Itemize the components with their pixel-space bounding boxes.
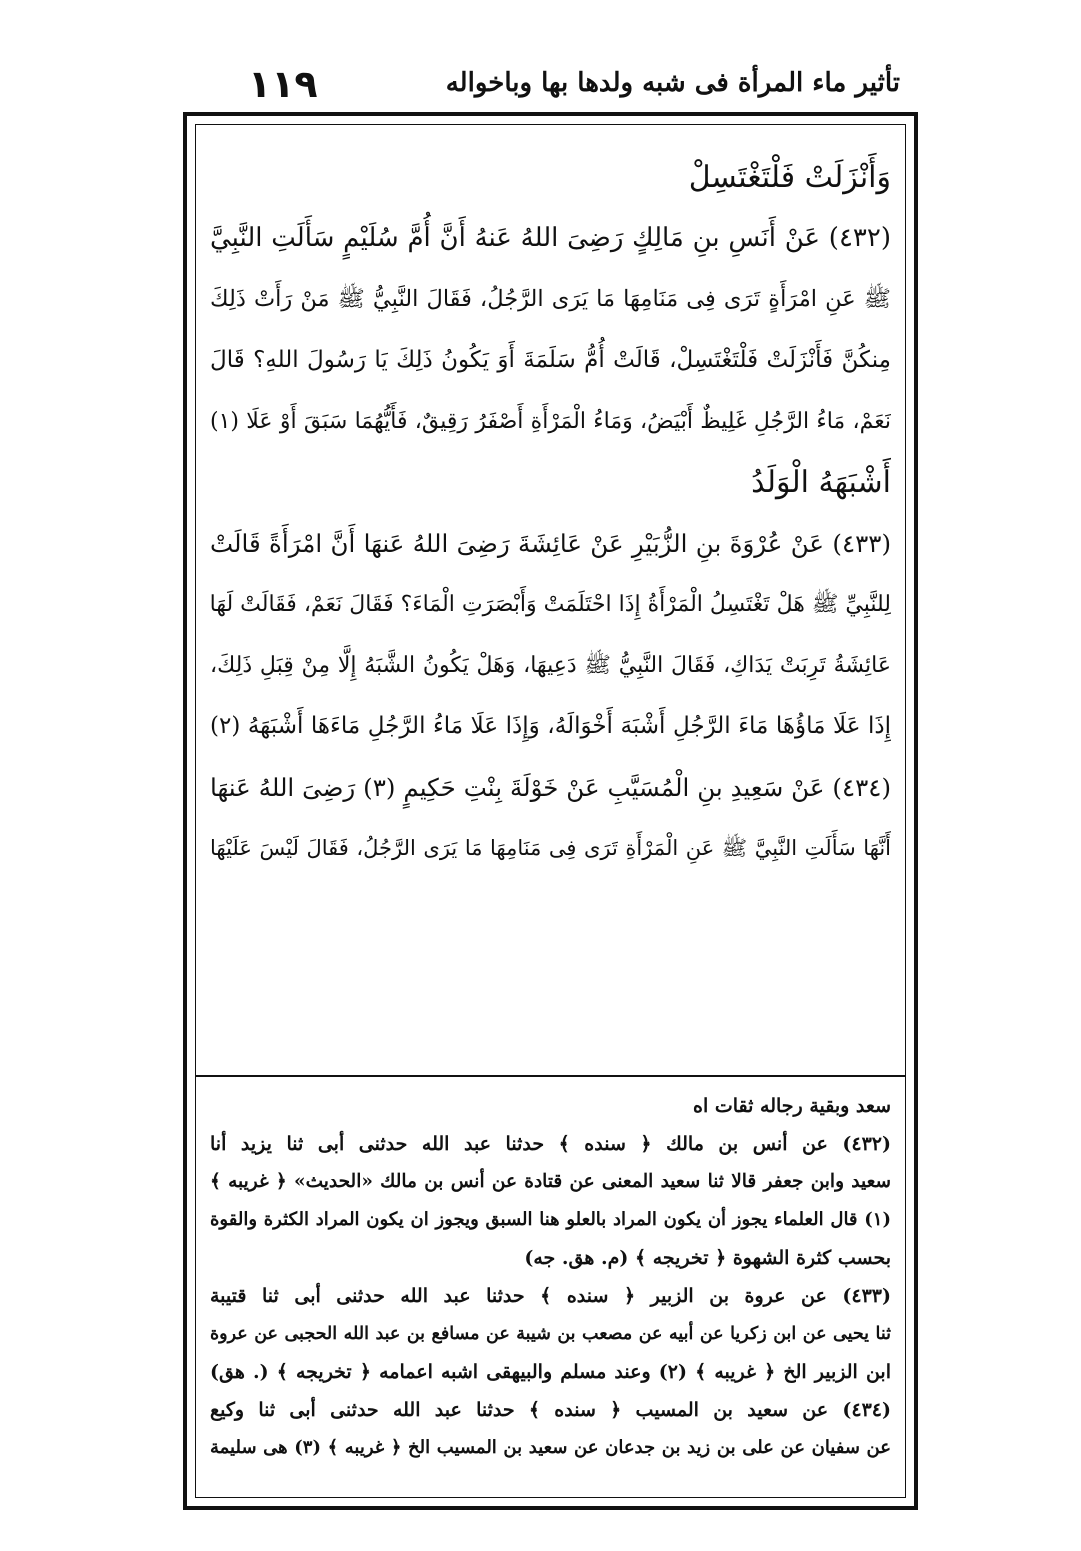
footnote-line: ثنا يحيى عن ابن زكريا عن أبيه عن مصعب بن شيبة عن مسافع بن عبد الله الحجبى عن عروة xyxy=(210,1324,891,1344)
footnote-separator xyxy=(196,1075,905,1077)
footnote-line: (١) قال العلماء يجوز أن يكون المراد بالعلو هنا السبق ويجوز ان يكون المراد الكثرة والقوة xyxy=(210,1209,891,1230)
footnote-line: سعيد وابن جعفر قالا ثنا سعيد المعنى عن قتادة عن أنس بن مالك «الحديث» ﴿ غريبه ﴾ xyxy=(210,1171,891,1192)
main-text xyxy=(210,147,891,1067)
footnote-line: سعد وبقية رجاله ثقات اه xyxy=(692,1095,891,1117)
main-line: (٤٣٢) عَنْ أَنَسِ بنِ مَالِكٍ رَضِىَ اللهُ عَنهُ أَنَّ أُمَّ سُلَيْمٍ سَأَلَتِ النَّبِيَّ xyxy=(210,223,891,253)
main-line: أَنَّهَا سَأَلَتِ النَّبِيَّ ﷺ عَنِ الْمَرْأَةِ تَرَى فِى مَنَامِهَا مَا يَرَى الرَّجُلُ، فَقَالَ لَيْسَ عَلَيْهَا xyxy=(210,836,891,860)
main-line: نَعَمْ، مَاءُ الرَّجُلِ غَلِيظٌ أَبْيَضُ، وَمَاءُ الْمَرْأَةِ أَصْفَرُ رَقِيقٌ، فَأَيُّهُمَا سَبَقَ أَوْ عَلَا (١) xyxy=(210,409,891,434)
footnote-line: بحسب كثرة الشهوة ﴿ تخريجه ﴾ (م. هق. جه) xyxy=(524,1247,891,1269)
running-title: تأثير ماء المرأة فى شبه ولدها بها وباخواله xyxy=(445,68,900,98)
inner-frame xyxy=(195,124,906,1498)
footnote-line: (٤٣٢) عن أنس بن مالك ﴿ سنده ﴾ حدثنا عبد الله حدثنى أبى ثنا يزيد أنا xyxy=(210,1133,891,1155)
main-line: (٤٣٤) عَنْ سَعِيدِ بنِ الْمُسَيَّبِ عَنْ خَوْلَةَ بِنْتِ حَكِيمٍ (٣) رَضِىَ اللهُ عَنهَا xyxy=(210,773,891,802)
page-number: ١١٩ xyxy=(248,62,318,106)
footnote-line: (٤٣٣) عن عروة بن الزبير ﴿ سنده ﴾ حدثنا عبد الله حدثنى أبى ثنا قتيبة xyxy=(210,1285,891,1307)
main-line: مِنكُنَّ فَأَنْزَلَتْ فَلْتَغْتَسِلْ، قَالَتْ أُمُّ سَلَمَةَ أَوَ يَكُونُ ذَلِكَ يَا رَسُولَ اللهِ؟ قَالَ xyxy=(210,347,891,373)
page-frame xyxy=(183,112,918,1510)
footnotes xyxy=(210,1087,891,1507)
main-line: إِذَا عَلَا مَاؤُهَا مَاءَ الرَّجُلِ أَشْبَهَ أَخْوَالَهُ، وَإِذَا عَلَا مَاءُ الرَّجُلِ مَاءَهَا أَشْبَهَهُ (٢) xyxy=(210,713,891,739)
main-line: لِلنَّبِيِّ ﷺ هَلْ تَغْتَسِلُ الْمَرْأَةُ إِذَا احْتَلَمَتْ وَأَبْصَرَتِ الْمَاءَ؟ فَقَالَ نَعَمْ، فَقَالَتْ لَهَا xyxy=(210,592,891,617)
page-header xyxy=(200,62,900,110)
footnote-line: ابن الزبير الخ ﴿ غريبه ﴾ (٢) وعند مسلم والبيهقى اشبه اعمامه ﴿ تخريجه ﴾ (. هق) xyxy=(210,1361,891,1383)
footnote-line: (٤٣٤) عن سعيد بن المسيب ﴿ سنده ﴾ حدثنا عبد الله حدثنى أبى ثنا وكيع xyxy=(210,1399,891,1421)
main-line: وَأَنْزَلَتْ فَلْتَغْتَسِلْ xyxy=(688,160,891,195)
footnote-line: عن سفيان عن على بن زيد بن جدعان عن سعيد بن المسيب الخ ﴿ غريبه ﴾ (٣) هى سليمة xyxy=(210,1437,891,1458)
main-line: ﷺ عَنِ امْرَأَةٍ تَرَى فِى مَنَامِهَا مَا يَرَى الرَّجُلُ، فَقَالَ النَّبِيُّ ﷺ مَنْ رَأَتْ ذَلِكَ xyxy=(210,286,891,312)
main-line: عَائِشَةُ تَرِبَتْ يَدَاكِ، فَقَالَ النَّبِيُّ ﷺ دَعِيهَا، وَهَلْ يَكُونُ الشَّبَهُ إِلَّا مِنْ قِبَلِ ذَلِكَ، xyxy=(210,653,891,678)
main-line: (٤٣٣) عَنْ عُرْوَةَ بنِ الزُّبَيْرِ عَنْ عَائِشَةَ رَضِىَ اللهُ عَنهَا أَنَّ امْرَأَةً قَالَتْ xyxy=(210,529,891,558)
main-line: أَشْبَهَهُ الْوَلَدُ xyxy=(751,465,891,500)
